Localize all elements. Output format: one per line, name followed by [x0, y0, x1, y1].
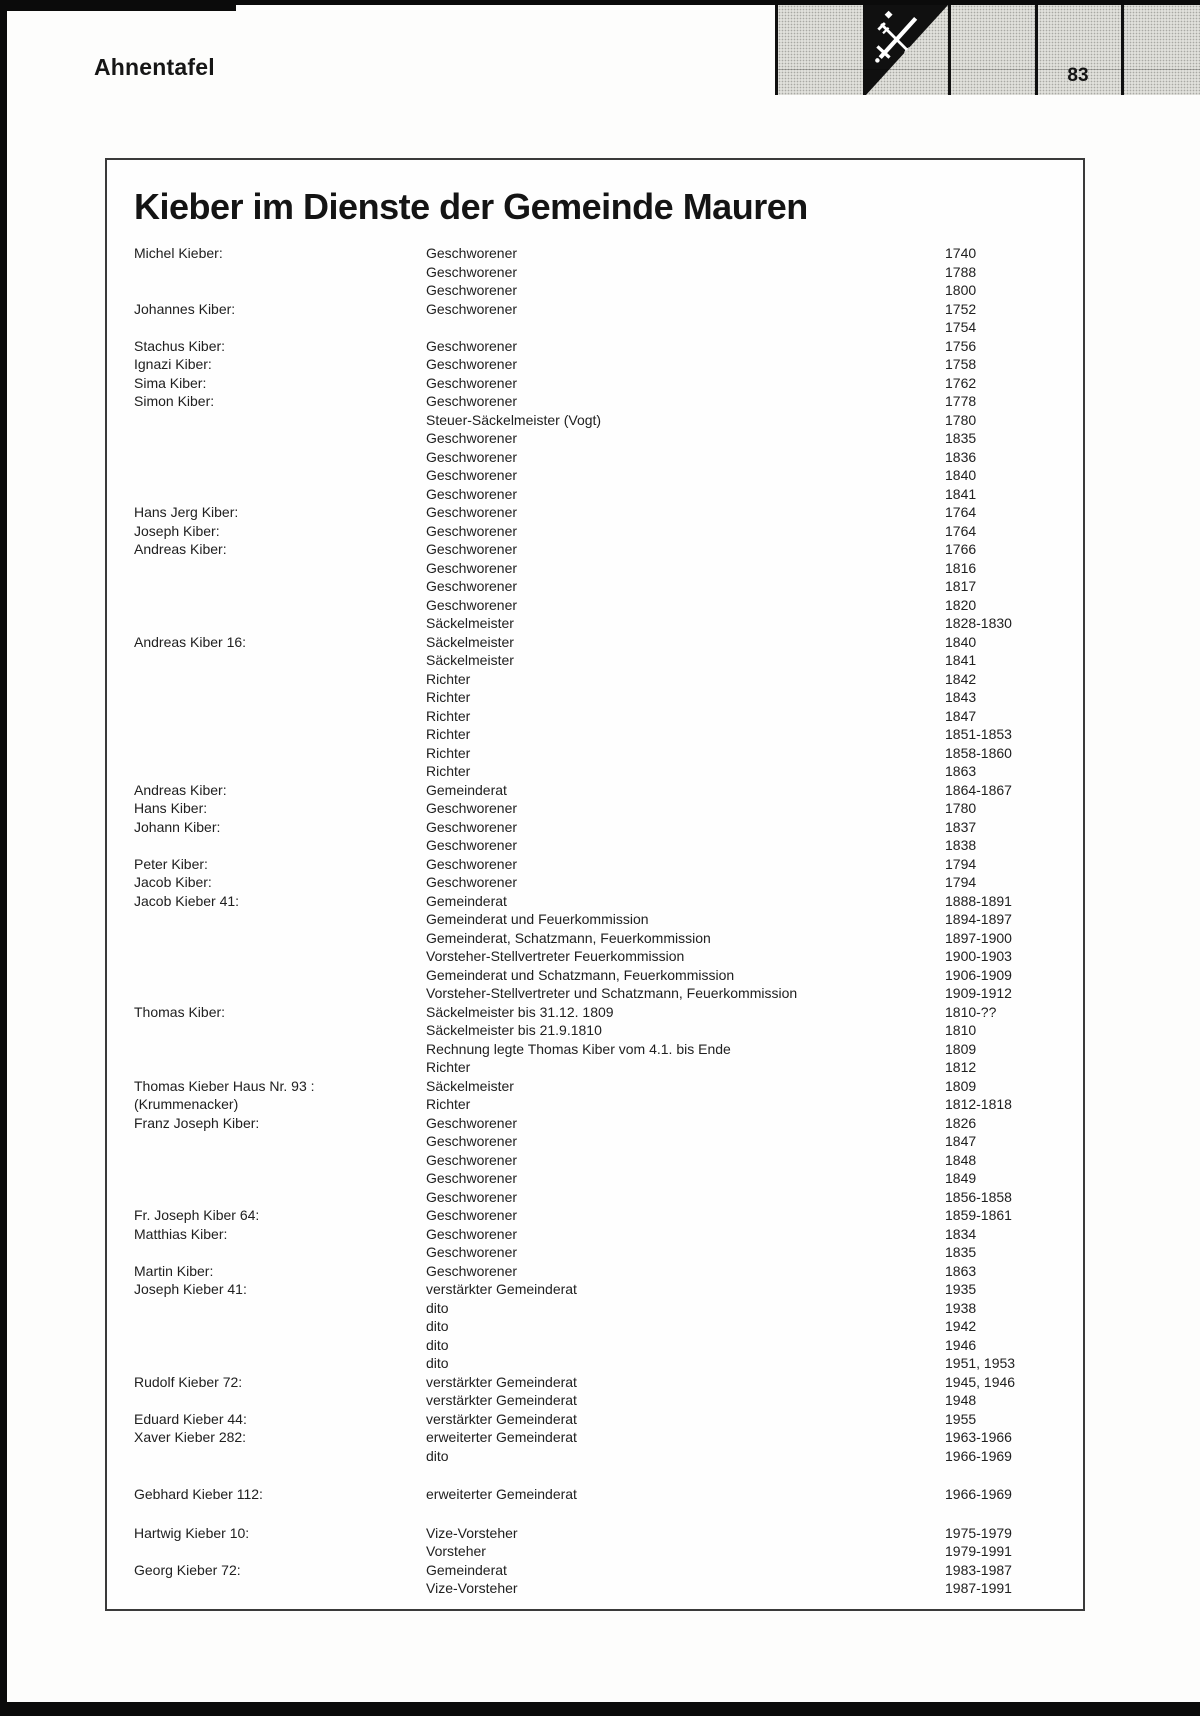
row-name — [134, 1579, 426, 1598]
row-years: 1906-1909 — [945, 966, 1012, 983]
row-name — [134, 836, 426, 855]
row-position: Geschworener — [426, 300, 518, 317]
row-position: verstärkter Gemeinderat — [426, 1281, 577, 1297]
row-position: Geschworener — [426, 467, 518, 483]
row-position: Geschworener — [426, 485, 518, 502]
table-row — [134, 1447, 1055, 1466]
row-years: 1840 — [945, 633, 977, 650]
row-years: 1837 — [945, 818, 977, 835]
row-name: Thomas Kieber Haus Nr. 93 : — [134, 1077, 315, 1094]
row-name — [134, 485, 426, 504]
table-row — [134, 836, 1055, 855]
row-name: Fr. Joseph Kiber 64: — [134, 1207, 260, 1223]
row-name: Xaver Kieber 282: — [134, 1429, 247, 1445]
row-position: dito — [426, 1447, 449, 1464]
row-years: 1894-1897 — [945, 911, 1012, 927]
row-name: (Krummenacker) — [134, 1096, 239, 1112]
row-years: 1762 — [945, 374, 977, 391]
row-name — [134, 1447, 426, 1466]
row-name: Jacob Kieber 41: — [134, 892, 240, 909]
row-name: Andreas Kiber 16: — [134, 633, 247, 650]
row-position: Säckelmeister — [426, 615, 514, 631]
row-name — [134, 1317, 426, 1336]
table-row — [134, 984, 1055, 1003]
chapter-header-band — [775, 5, 1200, 95]
row-years: 1766 — [945, 541, 977, 557]
row-name — [134, 596, 426, 615]
service-record-panel — [105, 158, 1085, 1611]
row-position: Geschworener — [426, 374, 518, 391]
row-position: Geschworener — [426, 855, 518, 872]
row-name: Martin Kiber: — [134, 1262, 214, 1279]
row-name — [134, 318, 426, 337]
row-name — [134, 947, 426, 966]
row-years: 1938 — [945, 1299, 977, 1316]
band-divider — [1121, 5, 1124, 95]
table-row — [134, 873, 1055, 892]
table-row — [134, 392, 1055, 411]
row-position: Rechnung legte Thomas Kiber vom 4.1. bis Ende — [426, 1040, 731, 1057]
row-position: Geschworener — [426, 559, 518, 576]
table-row — [134, 1262, 1055, 1281]
table-row — [134, 1391, 1055, 1410]
row-name: Hans Kiber: — [134, 800, 208, 816]
panel-title: Kieber im Dienste der Gemeinde Mauren — [134, 186, 808, 227]
row-position: Säckelmeister — [426, 1077, 514, 1094]
row-name: Johannes Kiber: — [134, 300, 236, 317]
row-years: 1817 — [945, 578, 977, 594]
row-name — [134, 688, 426, 707]
table-row — [134, 1299, 1055, 1318]
table-row — [134, 1243, 1055, 1262]
row-years: 1847 — [945, 707, 977, 724]
row-position: Geschworener — [426, 263, 518, 280]
row-position: Geschworener — [426, 356, 518, 372]
table-row — [134, 633, 1055, 652]
row-years: 1851-1853 — [945, 726, 1012, 742]
table-row — [134, 337, 1055, 356]
row-position: Geschworener — [426, 1225, 518, 1242]
row-position: Steuer-Säckelmeister (Vogt) — [426, 411, 602, 428]
row-position: Säckelmeister bis 21.9.1810 — [426, 1022, 602, 1038]
row-years: 1942 — [945, 1318, 977, 1334]
table-row — [134, 744, 1055, 763]
table-row — [134, 799, 1055, 818]
row-position: Geschworener — [426, 504, 518, 520]
row-position: Gemeinderat — [426, 892, 507, 909]
row-name: Gebhard Kieber 112: — [134, 1486, 263, 1502]
table-row — [134, 503, 1055, 522]
scan-bleed-bottom — [0, 1702, 1200, 1716]
row-position: Geschworener — [426, 245, 518, 261]
row-name: Hartwig Kieber 10: — [134, 1524, 250, 1541]
row-position: Geschworener — [426, 1114, 518, 1131]
table-row — [134, 1317, 1055, 1336]
row-name — [134, 929, 426, 948]
row-years: 1849 — [945, 1170, 977, 1186]
row-name: Franz Joseph Kiber: — [134, 1114, 260, 1131]
row-name: Georg Kieber 72: — [134, 1561, 241, 1578]
row-years: 1826 — [945, 1114, 977, 1131]
row-position: Gemeinderat und Schatzmann, Feuerkommission — [426, 966, 735, 983]
row-name: Ignazi Kiber: — [134, 356, 212, 372]
row-years: 1810 — [945, 1022, 977, 1038]
table-row — [134, 1524, 1055, 1543]
row-name: Hans Jerg Kiber: — [134, 504, 239, 520]
row-years: 1963-1966 — [945, 1429, 1012, 1445]
row-years: 1955 — [945, 1410, 977, 1427]
row-name — [134, 1169, 426, 1188]
row-position: Geschworener — [426, 874, 518, 890]
row-name — [134, 762, 426, 781]
row-name: Eduard Kieber 44: — [134, 1410, 247, 1427]
row-position: Richter — [426, 1059, 471, 1075]
row-name — [134, 744, 426, 763]
row-position: dito — [426, 1318, 449, 1334]
row-name: Jacob Kiber: — [134, 874, 212, 890]
row-name — [134, 1021, 426, 1040]
row-position: dito — [426, 1299, 449, 1316]
row-name — [134, 1299, 426, 1318]
row-position: Richter — [426, 763, 471, 779]
row-position — [426, 318, 945, 337]
row-position: Geschworener — [426, 430, 518, 446]
row-name — [134, 1243, 426, 1262]
band-triangle — [866, 5, 948, 95]
row-name: Sima Kiber: — [134, 374, 207, 391]
row-position: verstärkter Gemeinderat — [426, 1373, 577, 1390]
table-row — [134, 429, 1055, 448]
table-row — [134, 1354, 1055, 1373]
row-name — [134, 1188, 426, 1207]
row-years: 1756 — [945, 337, 977, 354]
table-row — [134, 1225, 1055, 1244]
row-name — [134, 448, 426, 467]
row-years: 1945, 1946 — [945, 1373, 1016, 1390]
table-row — [134, 1561, 1055, 1580]
row-years: 1752 — [945, 300, 977, 317]
table-row — [134, 1169, 1055, 1188]
row-name — [134, 559, 426, 578]
row-years: 1778 — [945, 393, 977, 409]
table-row — [134, 355, 1055, 374]
table-row — [134, 318, 1055, 337]
row-position: Geschworener — [426, 1188, 518, 1205]
row-name — [134, 1336, 426, 1355]
row-position: Geschworener — [426, 522, 518, 539]
row-years: 1935 — [945, 1281, 977, 1297]
row-years: 1840 — [945, 467, 977, 483]
table-row — [134, 1021, 1055, 1040]
row-name — [134, 429, 426, 448]
row-position: Vorsteher — [426, 1543, 486, 1559]
table-row — [134, 1336, 1055, 1355]
row-years: 1888-1891 — [945, 892, 1012, 909]
table-row — [134, 688, 1055, 707]
row-years: 1946 — [945, 1336, 977, 1353]
table-row — [134, 448, 1055, 467]
row-years: 1740 — [945, 245, 977, 261]
row-years: 1812-1818 — [945, 1096, 1012, 1112]
row-position: erweiterter Gemeinderat — [426, 1429, 577, 1445]
row-position: Gemeinderat und Feuerkommission — [426, 911, 649, 927]
row-name: Andreas Kiber: — [134, 781, 227, 798]
row-name — [134, 1058, 426, 1077]
row-name: Joseph Kiber: — [134, 522, 220, 539]
row-years: 1834 — [945, 1225, 977, 1242]
row-position: Geschworener — [426, 1133, 518, 1149]
table-row — [134, 762, 1055, 781]
row-position: Geschworener — [426, 1170, 518, 1186]
row-name: Matthias Kiber: — [134, 1225, 228, 1242]
row-years: 1859-1861 — [945, 1207, 1012, 1223]
table-row — [134, 1373, 1055, 1392]
row-years: 1848 — [945, 1151, 977, 1168]
row-position: Gemeinderat — [426, 1561, 507, 1578]
row-years: 1975-1979 — [945, 1524, 1012, 1541]
row-years: 1900-1903 — [945, 948, 1012, 964]
row-years: 1966-1969 — [945, 1447, 1012, 1464]
row-years: 1780 — [945, 411, 977, 428]
table-row — [134, 596, 1055, 615]
table-row — [134, 910, 1055, 929]
row-years: 1951, 1953 — [945, 1355, 1016, 1371]
row-position: Vize-Vorsteher — [426, 1524, 518, 1541]
table-row — [134, 411, 1055, 430]
row-position: erweiterter Gemeinderat — [426, 1486, 577, 1502]
row-years: 1764 — [945, 504, 977, 520]
band-rule — [778, 69, 1200, 70]
row-position: Richter — [426, 1096, 471, 1112]
row-position: Richter — [426, 689, 471, 705]
row-years: 1987-1991 — [945, 1580, 1012, 1596]
row-position: Geschworener — [426, 578, 518, 594]
row-years: 1948 — [945, 1392, 977, 1408]
row-years: 1843 — [945, 689, 977, 705]
table-row — [134, 947, 1055, 966]
row-position: Vorsteher-Stellvertreter und Schatzmann, Feuerkommission — [426, 985, 798, 1001]
row-name — [134, 577, 426, 596]
row-position: Geschworener — [426, 596, 518, 613]
row-years: 1864-1867 — [945, 781, 1012, 798]
row-name: Michel Kieber: — [134, 245, 223, 261]
band-divider — [863, 5, 866, 95]
table-row — [134, 929, 1055, 948]
row-years: 1820 — [945, 596, 977, 613]
row-name: Rudolf Kieber 72: — [134, 1373, 243, 1390]
row-name: Joseph Kieber 41: — [134, 1281, 247, 1297]
table-row — [134, 1206, 1055, 1225]
row-name — [134, 984, 426, 1003]
row-years: 1897-1900 — [945, 929, 1012, 946]
table-row — [134, 1485, 1055, 1504]
table-row — [134, 244, 1055, 263]
row-name — [134, 966, 426, 985]
row-years: 1858-1860 — [945, 744, 1012, 761]
row-years: 1780 — [945, 800, 977, 816]
row-years: 1838 — [945, 837, 977, 853]
row-name: Simon Kiber: — [134, 393, 215, 409]
row-years: 1794 — [945, 855, 977, 872]
row-position: Geschworener — [426, 393, 518, 409]
table-row — [134, 1410, 1055, 1429]
table-row — [134, 707, 1055, 726]
table-row — [134, 1579, 1055, 1598]
table-row — [134, 485, 1055, 504]
table-row — [134, 1058, 1055, 1077]
crossed-sword-and-key-icon — [869, 9, 925, 67]
row-name — [134, 411, 426, 430]
table-row — [134, 1542, 1055, 1561]
row-name — [134, 1542, 426, 1561]
table-row — [134, 614, 1055, 633]
row-years: 1810-?? — [945, 1003, 997, 1020]
table-row — [134, 1003, 1055, 1022]
row-name — [134, 263, 426, 282]
row-position: Geschworener — [426, 1262, 518, 1279]
table-row — [134, 725, 1055, 744]
table-row — [134, 1077, 1055, 1096]
row-name: Stachus Kiber: — [134, 337, 226, 354]
row-position: Säckelmeister — [426, 652, 514, 668]
row-position: verstärkter Gemeinderat — [426, 1392, 577, 1408]
table-row — [134, 1040, 1055, 1059]
page-number: 83 — [1067, 65, 1089, 86]
row-position: Geschworener — [426, 282, 518, 298]
table-row — [134, 540, 1055, 559]
row-years: 1764 — [945, 522, 977, 539]
table-row — [134, 1428, 1055, 1447]
row-position: dito — [426, 1355, 449, 1371]
table-row — [134, 892, 1055, 911]
row-years: 1966-1969 — [945, 1486, 1012, 1502]
row-name — [134, 1040, 426, 1059]
table-row — [134, 263, 1055, 282]
row-position: Richter — [426, 744, 471, 761]
scan-bleed-left — [0, 0, 7, 1716]
row-years: 1788 — [945, 263, 977, 280]
row-position: Geschworener — [426, 448, 518, 465]
row-name — [134, 707, 426, 726]
row-name: Andreas Kiber: — [134, 541, 227, 557]
row-position: Richter — [426, 707, 471, 724]
row-years: 1835 — [945, 430, 977, 446]
row-name — [134, 670, 426, 689]
row-name: Thomas Kiber: — [134, 1003, 226, 1020]
row-name — [134, 1151, 426, 1170]
table-row — [134, 1095, 1055, 1114]
row-position: dito — [426, 1336, 449, 1353]
row-years: 1983-1987 — [945, 1561, 1012, 1578]
table-row — [134, 855, 1055, 874]
row-position: Richter — [426, 726, 471, 742]
row-position: Richter — [426, 670, 471, 687]
row-name — [134, 614, 426, 633]
row-years: 1794 — [945, 874, 977, 890]
row-position: Geschworener — [426, 541, 518, 557]
row-name — [134, 466, 426, 485]
row-years: 1863 — [945, 1262, 977, 1279]
row-years: 1841 — [945, 652, 977, 668]
row-position: verstärkter Gemeinderat — [426, 1410, 577, 1427]
row-years: 1816 — [945, 559, 977, 576]
scan-bleed-top-left — [0, 0, 236, 11]
row-name — [134, 725, 426, 744]
row-position: Geschworener — [426, 818, 518, 835]
table-row — [134, 1114, 1055, 1133]
row-years: 1835 — [945, 1244, 977, 1260]
row-name — [134, 1354, 426, 1373]
row-name — [134, 281, 426, 300]
row-position: Gemeinderat, Schatzmann, Feuerkommission — [426, 929, 711, 946]
table-row — [134, 1132, 1055, 1151]
table-row — [134, 651, 1055, 670]
row-years: 1842 — [945, 670, 977, 687]
row-name — [134, 910, 426, 929]
table-row — [134, 966, 1055, 985]
row-years: 1800 — [945, 282, 977, 298]
row-years: 1812 — [945, 1059, 977, 1075]
row-name — [134, 1391, 426, 1410]
row-name — [134, 1132, 426, 1151]
table-row — [134, 1188, 1055, 1207]
row-position: Geschworener — [426, 837, 518, 853]
row-name — [134, 651, 426, 670]
row-position: Vize-Vorsteher — [426, 1580, 518, 1596]
row-years: 1828-1830 — [945, 615, 1012, 631]
table-row — [134, 670, 1055, 689]
running-head: Ahnentafel — [94, 54, 215, 80]
row-position: Gemeinderat — [426, 781, 507, 798]
row-years: 1754 — [945, 319, 977, 335]
row-position: Geschworener — [426, 337, 518, 354]
table-row — [134, 281, 1055, 300]
table-row — [134, 522, 1055, 541]
table-row — [134, 1280, 1055, 1299]
row-position: Geschworener — [426, 1244, 518, 1260]
row-years: 1809 — [945, 1040, 977, 1057]
row-years: 1863 — [945, 763, 977, 779]
row-years: 1836 — [945, 448, 977, 465]
row-years: 1809 — [945, 1077, 977, 1094]
row-name: Peter Kiber: — [134, 855, 208, 872]
table-row — [134, 781, 1055, 800]
table-row — [134, 300, 1055, 319]
band-divider — [948, 5, 951, 95]
row-years: 1979-1991 — [945, 1543, 1012, 1559]
row-years: 1856-1858 — [945, 1188, 1012, 1205]
table-row — [134, 466, 1055, 485]
row-years: 1841 — [945, 485, 977, 502]
row-years: 1758 — [945, 356, 977, 372]
row-position: Geschworener — [426, 1207, 518, 1223]
row-years: 1909-1912 — [945, 985, 1012, 1001]
row-position: Säckelmeister — [426, 633, 514, 650]
row-position: Vorsteher-Stellvertreter Feuerkommission — [426, 948, 685, 964]
table-row — [134, 374, 1055, 393]
row-position: Säckelmeister bis 31.12. 1809 — [426, 1003, 614, 1020]
row-name: Johann Kiber: — [134, 818, 221, 835]
row-position: Geschworener — [426, 1151, 518, 1168]
table-row — [134, 577, 1055, 596]
table-row — [134, 1151, 1055, 1170]
table-rows — [107, 244, 1083, 1598]
table-row — [134, 559, 1055, 578]
table-row — [134, 818, 1055, 837]
row-years: 1847 — [945, 1133, 977, 1149]
row-position: Geschworener — [426, 800, 518, 816]
